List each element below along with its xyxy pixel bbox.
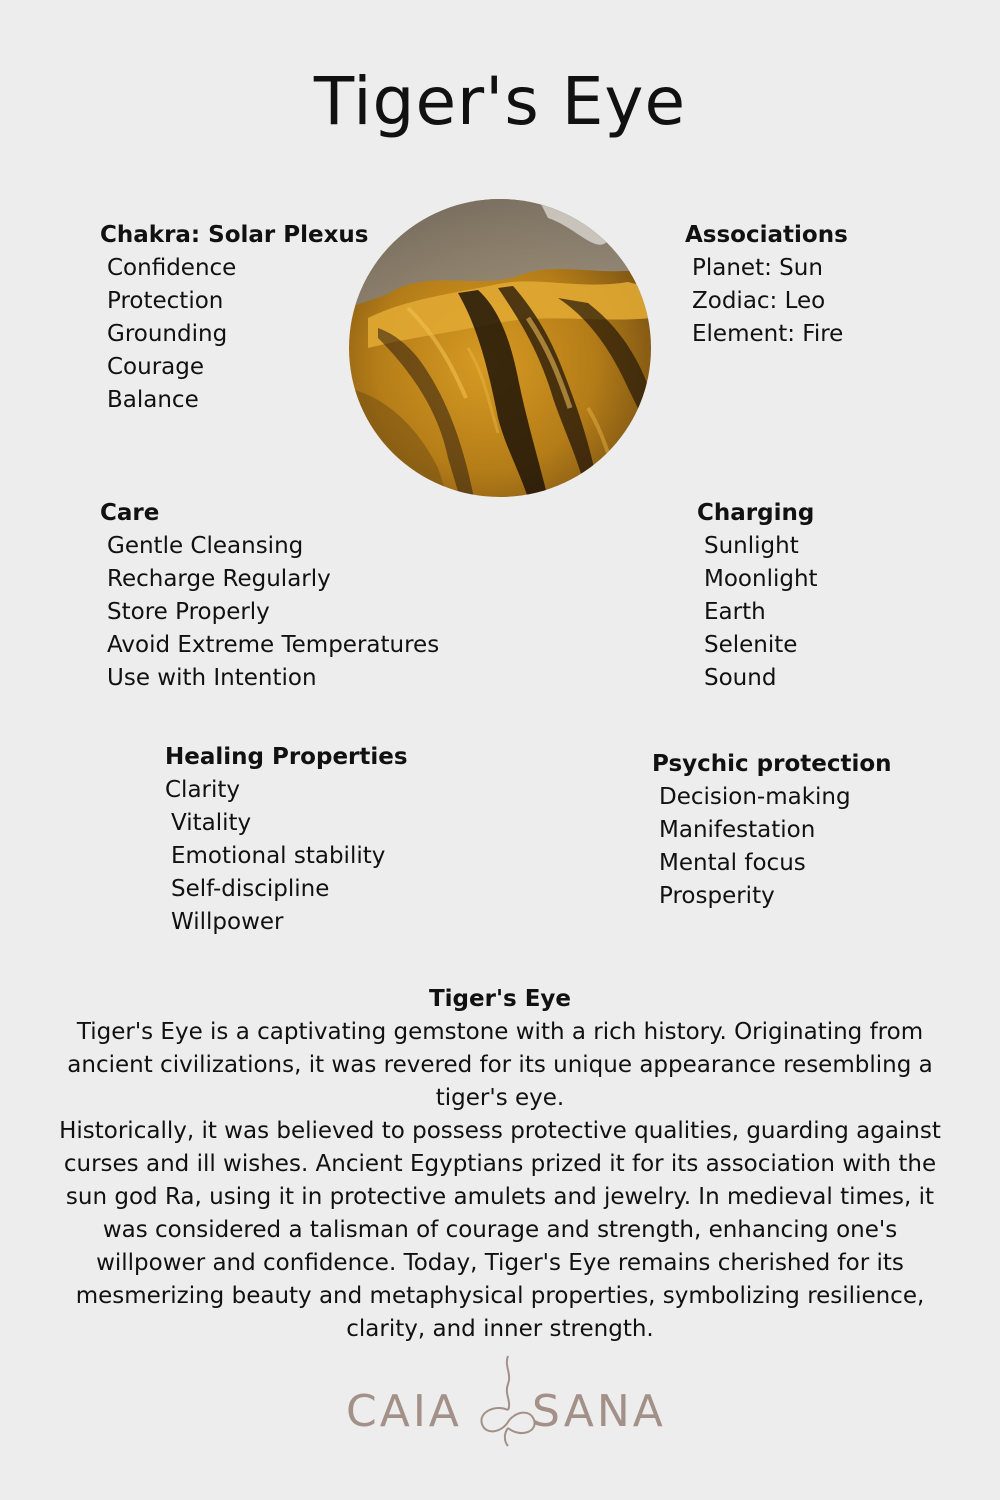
chakra-heading: Chakra: Solar Plexus xyxy=(100,222,369,248)
care-heading: Care xyxy=(100,500,160,526)
associations-heading: Associations xyxy=(685,222,848,248)
list-item: Store Properly xyxy=(107,599,270,625)
list-item: Decision-making xyxy=(659,784,851,810)
charging-heading: Charging xyxy=(697,500,815,526)
list-item: Clarity xyxy=(165,777,241,803)
list-item: Self-discipline xyxy=(171,876,330,902)
about-heading: Tiger's Eye xyxy=(428,986,572,1012)
care-list xyxy=(100,530,439,695)
healing-properties-section xyxy=(165,740,408,939)
list-item: Courage xyxy=(107,354,205,380)
list-item: Confidence xyxy=(107,255,237,281)
list-item: Manifestation xyxy=(659,817,816,843)
list-item: Mental focus xyxy=(659,850,806,876)
psychic-list xyxy=(652,781,892,913)
psychic-protection-section xyxy=(652,747,892,913)
charging-section xyxy=(697,496,818,695)
list-item: Selenite xyxy=(704,632,798,658)
list-item: Recharge Regularly xyxy=(107,566,331,592)
list-item: Moonlight xyxy=(704,566,818,592)
list-item: Grounding xyxy=(107,321,228,347)
charging-list xyxy=(697,530,818,695)
psychic-heading: Psychic protection xyxy=(652,751,892,777)
list-item: Sound xyxy=(704,665,777,691)
tigers-eye-stone-image xyxy=(348,198,652,498)
associations-section xyxy=(685,218,848,351)
list-item: Sunlight xyxy=(704,533,799,559)
list-item: Zodiac: Leo xyxy=(692,288,826,314)
list-item: Protection xyxy=(107,288,224,314)
healing-heading: Healing Properties xyxy=(165,744,408,770)
list-item: Avoid Extreme Temperatures xyxy=(107,632,440,658)
list-item: Use with Intention xyxy=(107,665,317,691)
list-item: Vitality xyxy=(171,810,252,836)
healing-list xyxy=(165,774,408,939)
about-paragraph-intro: Tiger's Eye is a captivating gemstone with a rich history. Originating from ancient civilizations, it was revered for its unique appearance resembling a tiger's eye. xyxy=(67,1019,933,1111)
about-section xyxy=(50,982,950,1346)
list-item: Emotional stability xyxy=(171,843,386,869)
about-paragraph-history: Historically, it was believed to possess protective qualities, guarding against curses and ill wishes. Ancient Egyptians prized it for its association with the sun god Ra, using it in protective amulets and jewelry. In medieval times, it was considered a talisman of courage and strength, enhancing one's willpower and confidence. Today, Tiger's Eye remains cherished for its mesmerizing beauty and metaphysical properties, symbolizing resilience, clarity, and inner strength. xyxy=(59,1118,941,1342)
list-item: Earth xyxy=(704,599,766,625)
list-item: Willpower xyxy=(171,909,284,935)
care-section xyxy=(100,496,439,695)
logo-text-left: CAIA xyxy=(346,1386,462,1437)
list-item: Element: Fire xyxy=(692,321,844,347)
brand-logo xyxy=(340,1352,680,1447)
chakra-list xyxy=(100,252,369,417)
list-item: Planet: Sun xyxy=(692,255,823,281)
list-item: Balance xyxy=(107,387,199,413)
logo-text-right: SANA xyxy=(532,1386,666,1437)
associations-list xyxy=(685,252,848,351)
list-item: Prosperity xyxy=(659,883,775,909)
chakra-section xyxy=(100,218,369,417)
list-item: Gentle Cleansing xyxy=(107,533,304,559)
page-title: Tiger's Eye xyxy=(313,63,687,140)
